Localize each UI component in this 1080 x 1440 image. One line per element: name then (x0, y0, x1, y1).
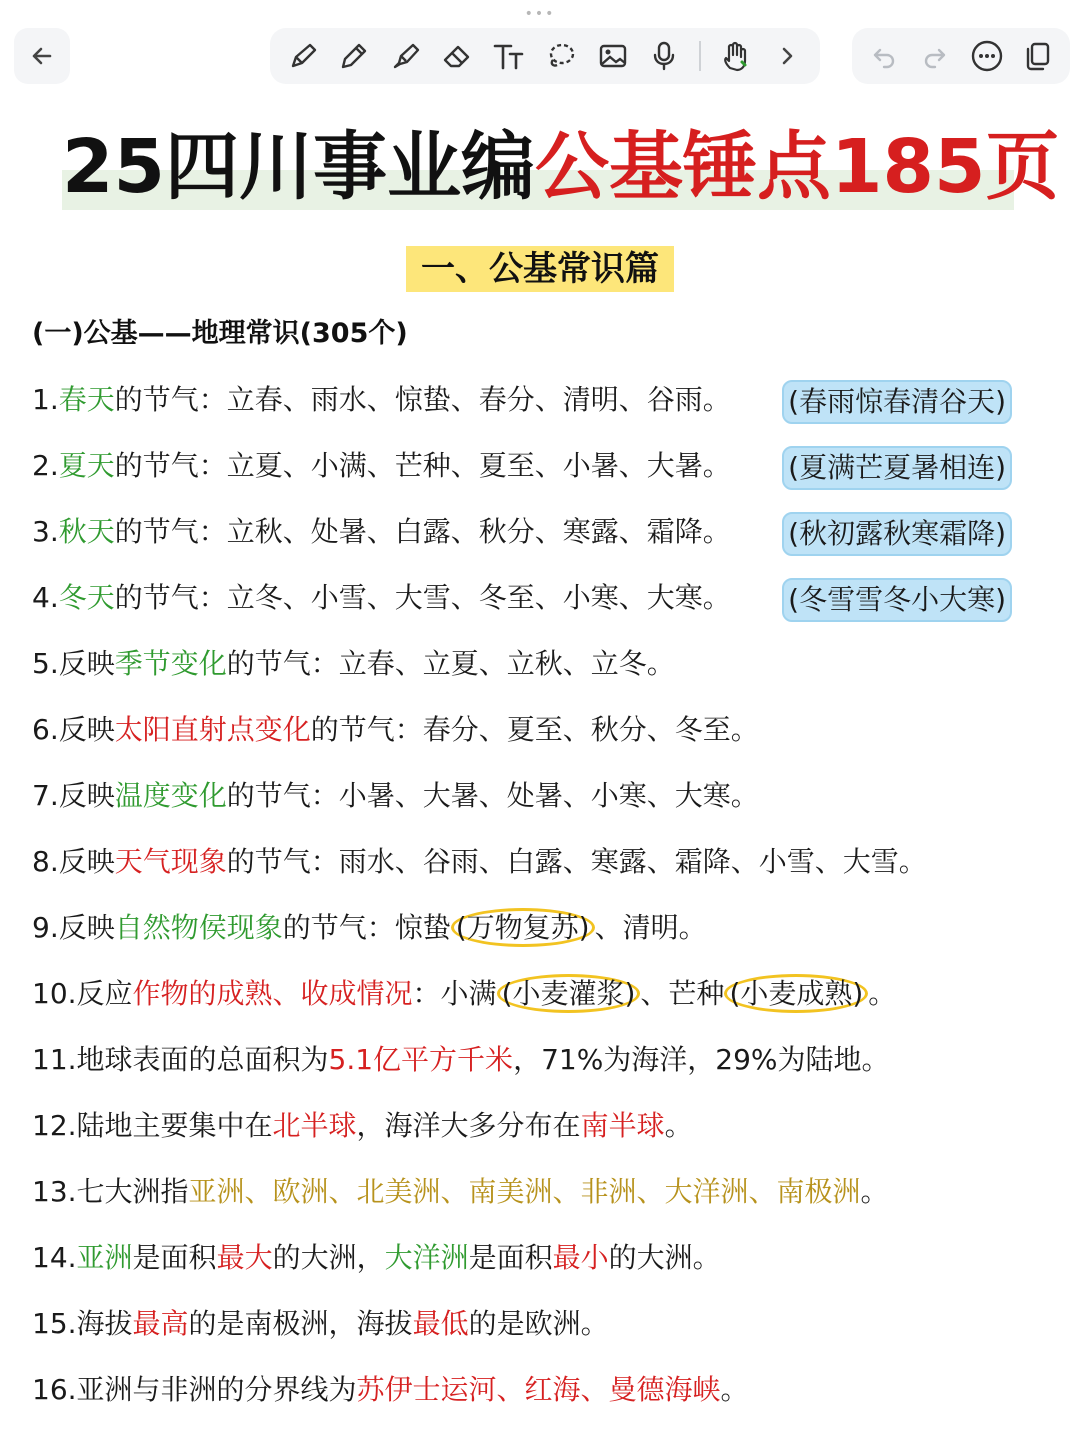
list-item (32, 774, 759, 818)
circled-annotation: (万物复苏) (451, 908, 595, 947)
item-text: 。 (720, 1373, 749, 1406)
list-item (32, 378, 731, 422)
item-number: 2. (32, 449, 59, 482)
highlight-red: 最低 (412, 1307, 469, 1340)
pen-icon[interactable] (286, 39, 320, 73)
highlighter-icon[interactable] (389, 39, 423, 73)
mnemonic-tag: (秋初露秋寒霜降) (782, 512, 1012, 556)
list-item (32, 444, 731, 488)
highlight-red: 最小 (552, 1241, 609, 1274)
highlight-red: 苏伊士运河、红海、曼德海峡 (356, 1373, 721, 1406)
list-item (32, 1302, 609, 1346)
highlight-green: 春天 (58, 383, 115, 416)
back-arrow-icon (28, 42, 56, 70)
mnemonic-tag: (夏满芒夏暑相连) (782, 446, 1012, 490)
item-text: 9.反映 (32, 911, 115, 944)
highlight-green: 冬天 (58, 581, 115, 614)
highlight-red: 最高 (132, 1307, 189, 1340)
item-text: 的节气：惊蛰 (282, 911, 451, 944)
item-text: 是面积 (132, 1241, 217, 1274)
item-text: 14. (32, 1241, 77, 1274)
mnemonic-tag: (春雨惊春清谷天) (782, 380, 1012, 424)
list-item (32, 906, 707, 950)
chevron-right-icon[interactable] (770, 39, 804, 73)
redo-icon[interactable] (917, 38, 953, 74)
item-text: 。 (664, 1109, 693, 1142)
title-part2: 公基锤点185页 (534, 124, 1060, 210)
item-text: 的节气：立秋、处暑、白露、秋分、寒露、霜降。 (114, 515, 731, 548)
highlight-red: 南半球 (580, 1109, 665, 1142)
item-text: 16.亚洲与非洲的分界线为 (32, 1373, 357, 1406)
pencil-icon[interactable] (338, 39, 372, 73)
highlight-red: 作物的成熟、收成情况 (132, 977, 413, 1010)
highlight-green: 自然物侯现象 (114, 911, 283, 944)
item-text: 的节气：小暑、大暑、处暑、小寒、大寒。 (226, 779, 759, 812)
item-text: 的节气：雨水、谷雨、白露、寒露、霜降、小雪、大雪。 (226, 845, 927, 878)
item-text: 11.地球表面的总面积为 (32, 1043, 329, 1076)
action-toolbar (852, 28, 1070, 84)
circled-annotation: (小麦成熟) (724, 974, 868, 1013)
toolbar-divider (699, 41, 701, 71)
list-item (32, 708, 759, 752)
item-text: 、芒种 (640, 977, 725, 1010)
highlight-green: 秋天 (58, 515, 115, 548)
back-button[interactable] (14, 28, 70, 84)
highlight-red: 北半球 (272, 1109, 357, 1142)
item-text: ，71%为海洋，29%为陆地。 (513, 1043, 890, 1076)
item-text: ，海洋大多分布在 (356, 1109, 581, 1142)
list-item (32, 1236, 721, 1280)
item-text: 6.反映 (32, 713, 115, 746)
item-text: ：小满 (412, 977, 497, 1010)
item-text: 的节气：立冬、小雪、大雪、冬至、小寒、大寒。 (114, 581, 731, 614)
item-text: 8.反映 (32, 845, 115, 878)
page-title (62, 122, 1060, 212)
item-text: 的大洲， (272, 1241, 385, 1274)
undo-icon[interactable] (866, 38, 902, 74)
pages-icon[interactable] (1020, 38, 1056, 74)
drawing-toolbar (270, 28, 820, 84)
item-text: 、清明。 (594, 911, 707, 944)
section-title: 一、公基常识篇 (406, 246, 674, 292)
item-text: 的是南极洲，海拔 (188, 1307, 413, 1340)
item-text: 的是欧洲。 (468, 1307, 609, 1340)
item-number: 4. (32, 581, 59, 614)
image-icon[interactable] (596, 39, 630, 73)
item-text: 的节气：立夏、小满、芒种、夏至、小暑、大暑。 (114, 449, 731, 482)
item-number: 1. (32, 383, 59, 416)
item-text: 13.七大洲指 (32, 1175, 189, 1208)
hand-icon[interactable] (719, 39, 753, 73)
title-part1: 25四川事业编 (62, 124, 535, 210)
list-item (32, 840, 927, 884)
text-icon[interactable] (492, 39, 526, 73)
item-text: 15.海拔 (32, 1307, 133, 1340)
highlight-green: 亚洲 (76, 1241, 133, 1274)
highlight-red: 最大 (216, 1241, 273, 1274)
list-item (32, 1368, 749, 1412)
highlight-gold: 亚洲、欧洲、北美洲、南美洲、非洲、大洋洲、南极洲 (188, 1175, 861, 1208)
item-text: 10.反应 (32, 977, 133, 1010)
item-text: 。 (860, 1175, 889, 1208)
highlight-green: 夏天 (58, 449, 115, 482)
item-text: 的节气：立春、立夏、立秋、立冬。 (226, 647, 675, 680)
lasso-icon[interactable] (544, 39, 578, 73)
item-text: 的大洲。 (608, 1241, 721, 1274)
highlight-red: 5.1亿平方千米 (328, 1043, 514, 1076)
list-item (32, 1170, 889, 1214)
drag-handle[interactable]: ••• (524, 6, 556, 22)
highlight-red: 天气现象 (114, 845, 227, 878)
highlight-green: 大洋洲 (384, 1241, 469, 1274)
item-text: 是面积 (468, 1241, 553, 1274)
subsection-heading: (一)公基——地理常识(305个) (32, 318, 408, 349)
list-item (32, 1038, 890, 1082)
item-text: 的节气：春分、夏至、秋分、冬至。 (310, 713, 759, 746)
item-text: 5.反映 (32, 647, 115, 680)
list-item (32, 576, 731, 620)
list-item (32, 972, 896, 1016)
item-text: 。 (868, 977, 897, 1010)
item-text: 12.陆地主要集中在 (32, 1109, 273, 1142)
highlight-green: 温度变化 (114, 779, 227, 812)
top-toolbar (0, 22, 1080, 92)
item-text: 的节气：立春、雨水、惊蛰、春分、清明、谷雨。 (114, 383, 731, 416)
microphone-icon[interactable] (647, 39, 681, 73)
item-number: 3. (32, 515, 59, 548)
title-text (62, 122, 1060, 212)
list-item (32, 642, 675, 686)
highlight-green: 季节变化 (114, 647, 227, 680)
list-item (32, 510, 731, 554)
more-icon[interactable] (969, 38, 1005, 74)
item-text: 7.反映 (32, 779, 115, 812)
mnemonic-tag: (冬雪雪冬小大寒) (782, 578, 1012, 622)
highlight-red: 太阳直射点变化 (114, 713, 311, 746)
eraser-icon[interactable] (441, 39, 475, 73)
circled-annotation: (小麦灌浆) (497, 974, 641, 1013)
list-item (32, 1104, 693, 1148)
